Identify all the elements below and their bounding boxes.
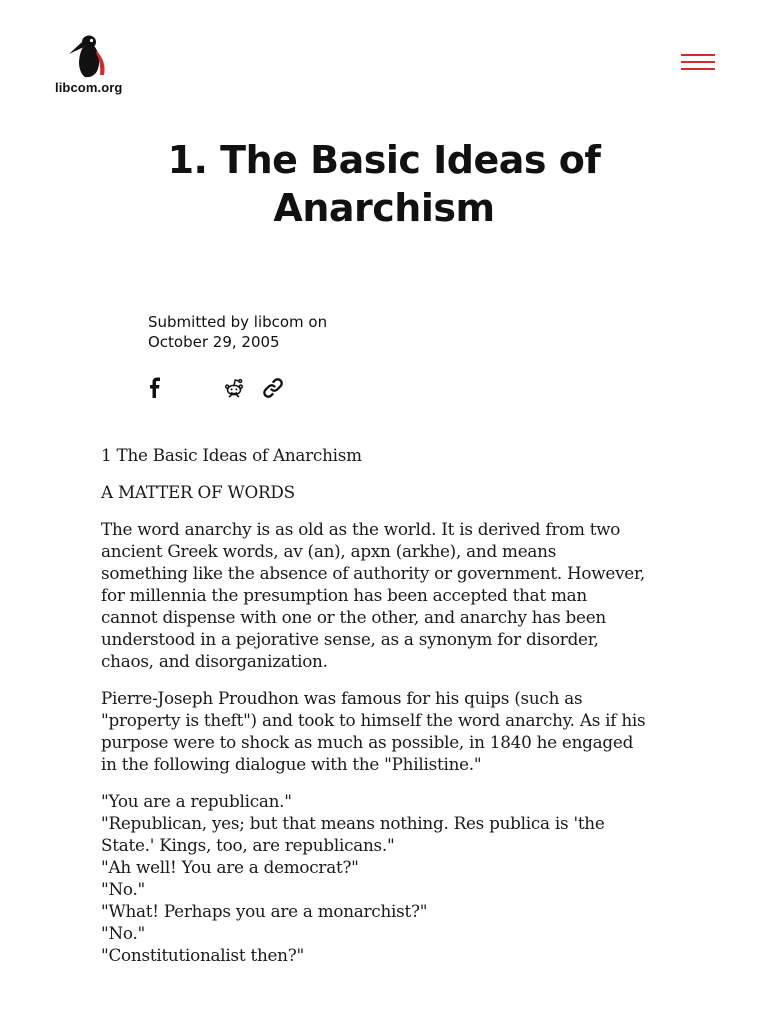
section-title: A MATTER OF WORDS — [101, 482, 295, 502]
share-bar — [148, 376, 308, 402]
link-icon — [261, 376, 285, 400]
paragraph-2: Pierre-Joseph Proudhon was famous for his quips (such as "property is theft") and took to himself the word anarchy. As if his purpose were to shock as much as possible, in 1840 he engaged in the following dialogue with the "Philistine." — [101, 688, 646, 774]
body-heading: 1 The Basic Ideas of Anarchism — [101, 445, 362, 465]
copy-link-button[interactable] — [261, 376, 285, 400]
submission-meta — [148, 312, 368, 352]
dialogue-line: "You are a republican." — [101, 791, 292, 811]
dialogue-block — [101, 790, 646, 966]
penguin-logo-icon — [66, 34, 112, 78]
page-title: 1. The Basic Ideas of Anarchism — [167, 138, 601, 230]
share-reddit-button[interactable] — [224, 376, 244, 400]
dialogue-line: "Republican, yes; but that means nothing. Res publica is 'the State.' Kings, too, are republicans." — [101, 813, 605, 855]
dialogue-line: "No." — [101, 923, 146, 943]
site-logo-link[interactable] — [54, 34, 130, 98]
dialogue-line: "Constitutionalist then?" — [101, 945, 304, 965]
facebook-icon — [148, 376, 162, 400]
dialogue-line: "Ah well! You are a democrat?" — [101, 857, 359, 877]
submission-date: October 29, 2005 — [148, 333, 280, 351]
article-body — [101, 444, 646, 966]
share-facebook-button[interactable] — [148, 376, 162, 400]
menu-button[interactable] — [678, 50, 718, 76]
site-header — [0, 0, 768, 110]
dialogue-line: "No." — [101, 879, 146, 899]
submitted-by-text: Submitted by libcom on — [148, 313, 328, 331]
logo-text: libcom.org — [55, 80, 123, 95]
reddit-icon — [224, 376, 244, 400]
paragraph-1: The word anarchy is as old as the world. It is derived from two ancient Greek words, av (an), apxn (arkhe), and means something like the absence of authority or government. However, for millennia the presumption has been accepted that man cannot dispense with one or the other, and anarchy has been understood in a pejorative sense, as a synonym for disorder, chaos, and disorganization. — [101, 519, 645, 671]
dialogue-line: "What! Perhaps you are a monarchist?" — [101, 901, 428, 921]
